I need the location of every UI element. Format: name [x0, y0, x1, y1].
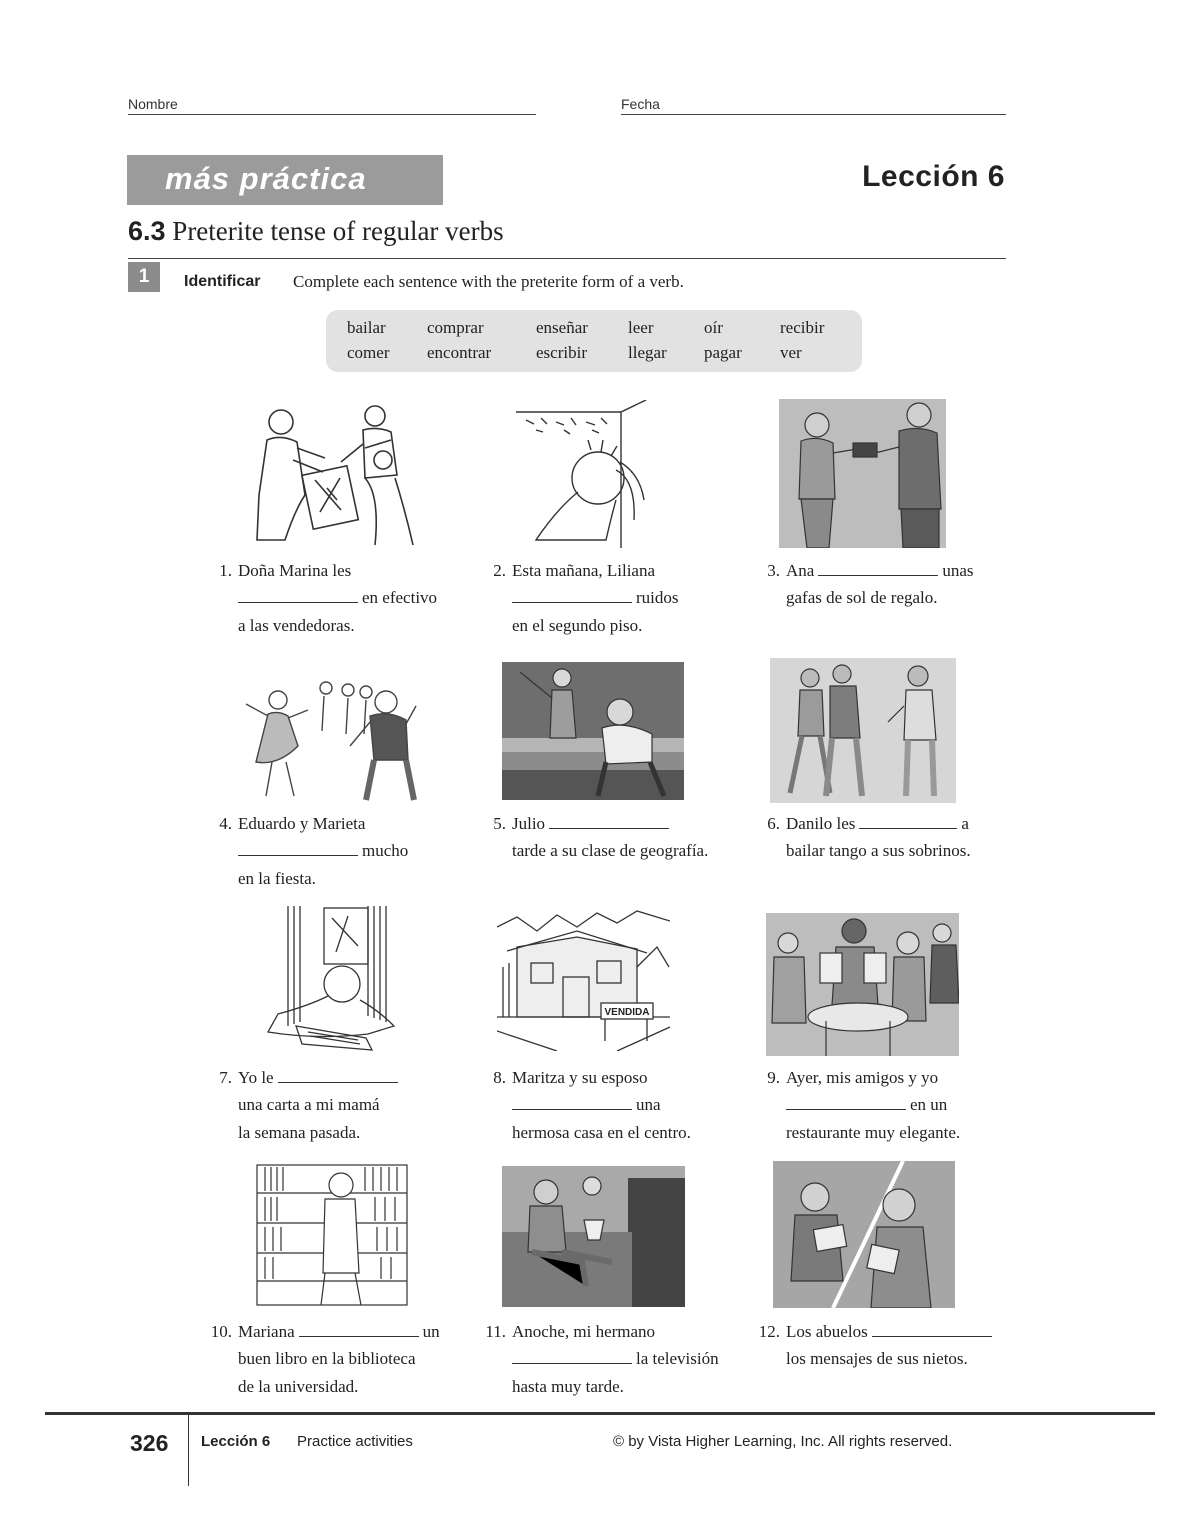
item-text: Doña Marina les [238, 561, 352, 580]
item-number: 4. [219, 814, 232, 833]
illustration-library-icon [255, 1163, 409, 1307]
item-text: hasta muy tarde. [512, 1377, 624, 1396]
item-text: bailar tango a sus sobrinos. [786, 841, 971, 860]
word-bank-word: recibir [780, 318, 825, 337]
answer-blank[interactable] [859, 812, 957, 829]
date-field[interactable] [621, 114, 1006, 115]
item-text: la semana pasada. [238, 1123, 361, 1142]
item-text: una [636, 1095, 661, 1114]
activity-instructions: Complete each sentence with the preterite form of a verb. [293, 272, 684, 291]
answer-blank[interactable] [786, 1093, 906, 1110]
item-number: 5. [493, 814, 506, 833]
item-text: Mariana [238, 1322, 295, 1341]
item-text: tarde a su clase de geografía. [512, 841, 709, 860]
item-text: Yo le [238, 1068, 274, 1087]
illustration-tango-icon [770, 658, 956, 803]
item-text: una carta a mi mamá [238, 1095, 380, 1114]
word-bank-word: comprar [427, 318, 484, 337]
name-label: Nombre [128, 96, 178, 112]
illustration-messages-icon [773, 1161, 955, 1308]
item-number: 2. [493, 561, 506, 580]
illustration-television-icon [502, 1166, 685, 1307]
item-text: a las vendedoras. [238, 616, 355, 635]
illustration-classroom-icon [502, 662, 684, 800]
item-text: Esta mañana, Liliana [512, 561, 656, 580]
item-number: 7. [219, 1068, 232, 1087]
illustration-restaurant-icon [766, 913, 959, 1056]
answer-blank[interactable] [872, 1320, 992, 1337]
item-text: a [961, 814, 969, 833]
footer-lesson: Lección 6 [201, 1433, 271, 1450]
item-number: 10. [210, 1322, 232, 1341]
copyright: © by Vista Higher Learning, Inc. All rights reserved. [613, 1433, 953, 1450]
item-text: unas [942, 561, 974, 580]
item-text: en efectivo [362, 588, 438, 607]
word-bank [326, 310, 862, 372]
illustration-noise-icon [516, 400, 650, 548]
item-text: Ayer, mis amigos y yo [786, 1068, 939, 1087]
illustration-gift-icon [779, 399, 946, 548]
answer-blank[interactable] [238, 839, 358, 856]
name-field[interactable] [128, 114, 536, 115]
answer-blank[interactable] [238, 586, 358, 603]
item-text: Maritza y su esposo [512, 1068, 648, 1087]
item-text: Anoche, mi hermano [512, 1322, 656, 1341]
section-divider [128, 258, 1006, 259]
word-bank-word: encontrar [427, 343, 492, 362]
activity-title: Identificar [184, 273, 261, 290]
item-text: en un [910, 1095, 948, 1114]
answer-blank[interactable] [278, 1066, 398, 1083]
answer-blank[interactable] [299, 1320, 419, 1337]
item-text: de la universidad. [238, 1377, 359, 1396]
item-number: 1. [219, 561, 232, 580]
footer-subtitle: Practice activities [297, 1433, 413, 1450]
word-bank-word: oír [704, 318, 723, 337]
item-text: Ana [786, 561, 815, 580]
activity-number-badge: 1 [128, 262, 160, 292]
illustration-dancing-icon [238, 676, 418, 804]
item-number: 11. [485, 1322, 506, 1341]
answer-blank[interactable] [818, 559, 938, 576]
answer-blank[interactable] [512, 586, 632, 603]
item-text: ruidos [636, 588, 679, 607]
word-bank-word: bailar [347, 318, 386, 337]
item-number: 12. [758, 1322, 780, 1341]
footer-divider [45, 1412, 1155, 1415]
item-text: en el segundo piso. [512, 616, 643, 635]
item-text: restaurante muy elegante. [786, 1123, 961, 1142]
item-text: buen libro en la biblioteca [238, 1349, 416, 1368]
answer-blank[interactable] [512, 1093, 632, 1110]
item-text: Eduardo y Marieta [238, 814, 366, 833]
answer-blank[interactable] [512, 1347, 632, 1364]
item-text: gafas de sol de regalo. [786, 588, 938, 607]
item-text: Julio [512, 814, 546, 833]
item-text: la televisión [636, 1349, 719, 1368]
footer-vertical-divider [188, 1414, 189, 1486]
item-number: 6. [767, 814, 780, 833]
item-number: 9. [767, 1068, 780, 1087]
banner-text: más práctica [165, 161, 367, 196]
word-bank-word: leer [628, 318, 654, 337]
answer-blank[interactable] [549, 812, 669, 829]
item-text: un [422, 1322, 440, 1341]
illustration-shopping-icon [245, 400, 417, 548]
illustration-house-icon [497, 907, 670, 1051]
section-title-text: Preterite tense of regular verbs [172, 216, 504, 246]
word-bank-word: ver [780, 343, 802, 362]
lesson-title: Lección 6 [862, 160, 1005, 193]
item-number: 8. [493, 1068, 506, 1087]
word-bank-word: llegar [628, 343, 667, 362]
word-bank-word: comer [347, 343, 390, 362]
date-label: Fecha [621, 96, 660, 112]
word-bank-word: enseñar [536, 318, 588, 337]
item-text: Danilo les [786, 814, 856, 833]
page-number: 326 [130, 1430, 169, 1456]
item-text: los mensajes de sus nietos. [786, 1349, 968, 1368]
section-number: 6.3 [128, 216, 166, 246]
item-text: en la fiesta. [238, 869, 316, 888]
mas-practica-banner [127, 155, 443, 205]
illustration-writing-icon [248, 906, 410, 1054]
item-text: hermosa casa en el centro. [512, 1123, 691, 1142]
item-text: mucho [362, 841, 409, 860]
item-number: 3. [767, 561, 780, 580]
word-bank-word: pagar [704, 343, 742, 362]
section-title [128, 216, 504, 247]
word-bank-word: escribir [536, 343, 587, 362]
sold-sign-text: VENDIDA [604, 1007, 650, 1018]
item-text: Los abuelos [786, 1322, 868, 1341]
